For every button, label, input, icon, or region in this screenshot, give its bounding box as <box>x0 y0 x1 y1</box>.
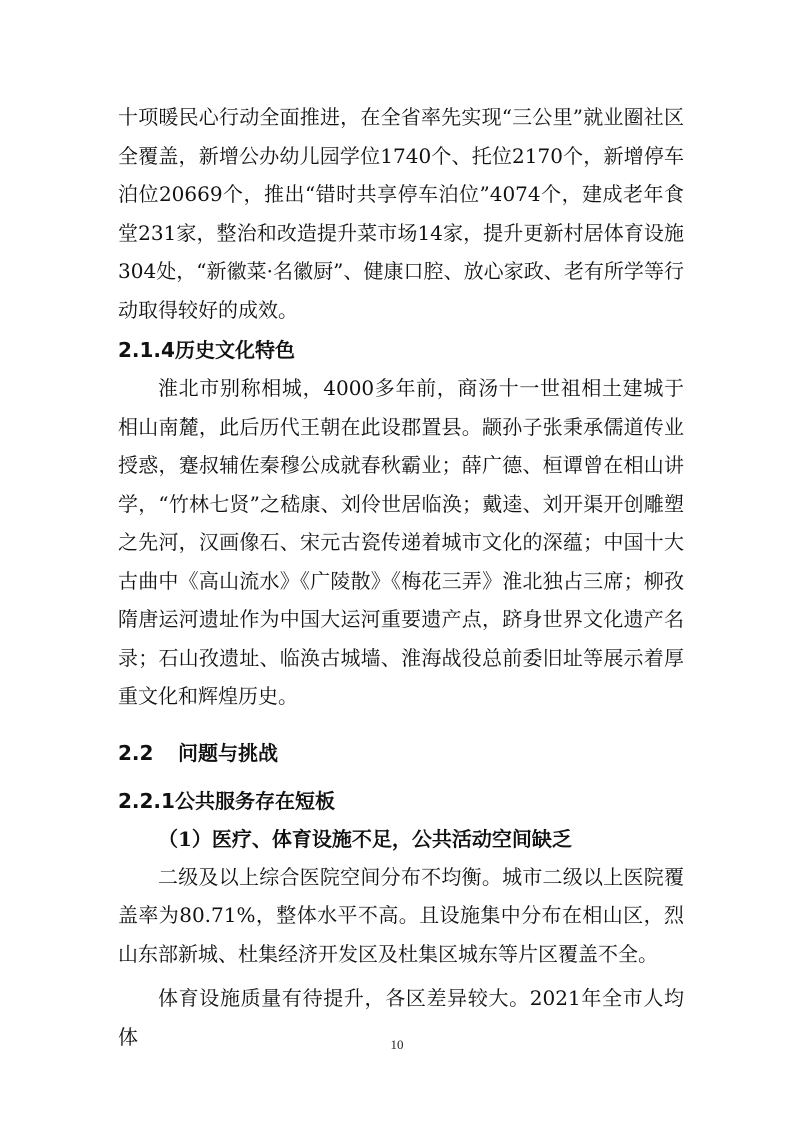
section-title: 问题与挑战 <box>178 740 278 765</box>
item-heading-1: （1）医疗、体育设施不足，公共活动空间缺乏 <box>158 826 572 851</box>
section-heading-2-1-4: 2.1.4历史文化特色 <box>118 338 295 362</box>
sports-facility-paragraph: 体育设施质量有待提升，各区差异较大。2021年全市人均体 <box>118 986 684 1049</box>
hospital-paragraph: 二级及以上综合医院空间分布不均衡。城市二级以上医院覆盖率为80.71%，整体水平不高。且设施集中分布在相山区，烈山东部新城、杜集经济开发区及杜集区城东等片区覆盖不全。 <box>118 864 684 966</box>
document-page <box>118 98 684 1056</box>
section-heading-2-2-1: 2.2.1公共服务存在短板 <box>118 788 335 813</box>
page-number: 10 <box>390 1037 404 1052</box>
section-number: 2.2 <box>118 740 154 765</box>
history-culture-paragraph: 淮北市别称相城，4000多年前，商汤十一世祖相土建城于相山南麓，此后历代王朝在此设郡置县。颛孙子张秉承儒道传业授惑，蹇叔辅佐秦穆公成就春秋霸业；薛广德、桓谭曾在相山讲学，“竹林七贤”之嵇康、刘伶世居临涣；戴逵、刘开渠开创雕塑之先河，汉画像石、宋元古瓷传递着城市文化的深蕴；中国十大古曲中《高山流水》《广陵散》《梅花三弄》淮北独占三席；柳孜隋唐运河遗址作为中国大运河重要遗产点，跻身世界文化遗产名录；石山孜遗址、临涣古城墙、淮海战役总前委旧址等展示着厚重文化和辉煌历史。 <box>118 376 684 708</box>
section-heading-2-2 <box>118 734 684 772</box>
intro-paragraph: 十项暖民心行动全面推进，在全省率先实现“三公里”就业圈社区全覆盖，新增公办幼儿园学位1740个、托位2170个，新增停车泊位20669个，推出“错时共享停车泊位”4074个，建成老年食堂231家，整治和改造提升菜市场14家，提升更新村居体育设施304处，“新徽菜·名徽厨”、健康口腔、放心家政、老有所学等行动取得较好的成效。 <box>118 105 684 322</box>
